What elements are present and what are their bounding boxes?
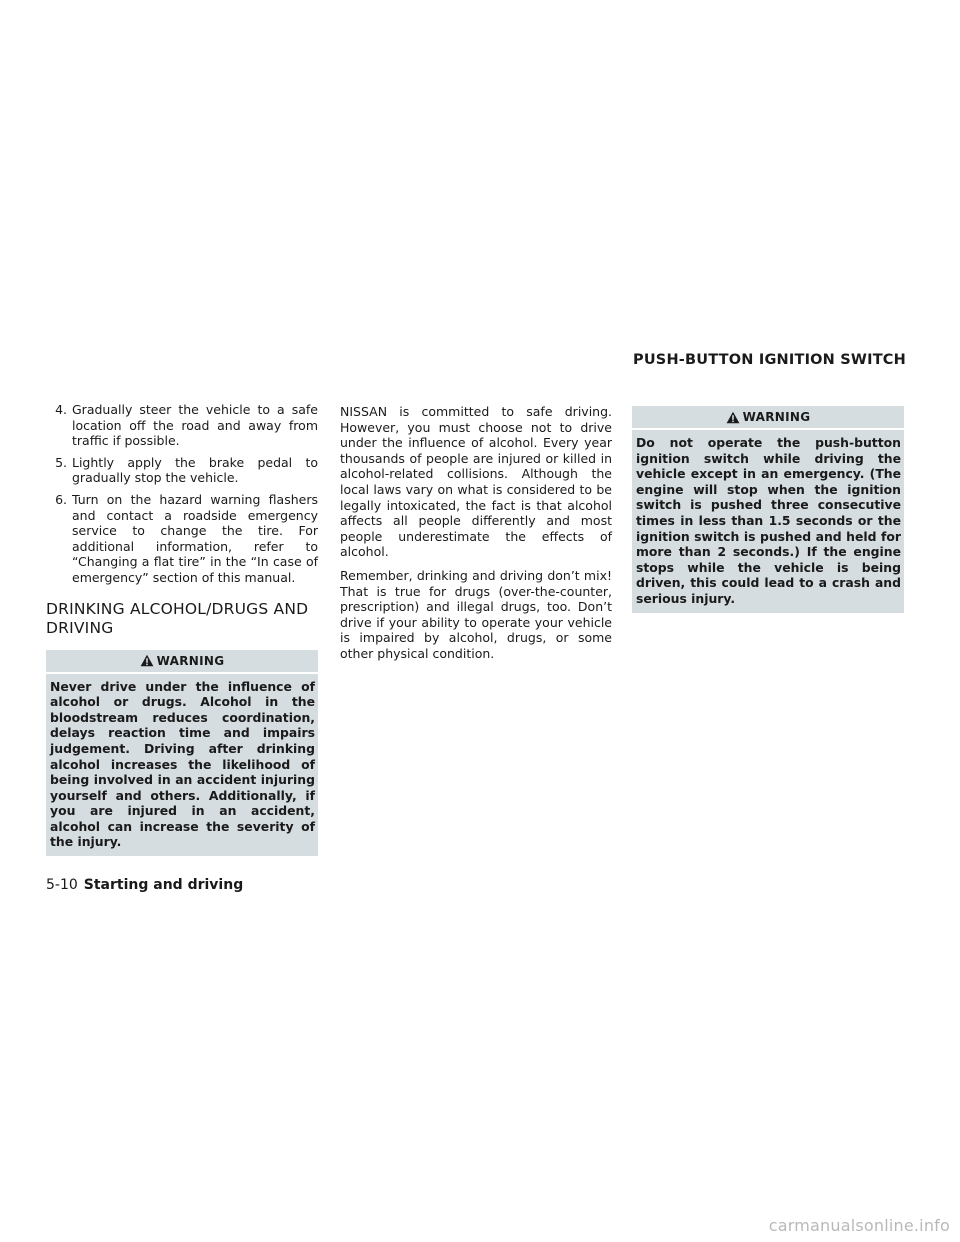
- warning-triangle-icon: [140, 654, 154, 667]
- warning-box-alcohol: [46, 650, 318, 857]
- warning-triangle-icon: [726, 411, 740, 424]
- warning-text: Do not operate the push-button ignition switch while driving the vehicle except in an emergency. (The engine will stop when the ignition switch is pushed three consecutive times in less than 1.5 seconds or the ignition switch is pushed and held for more than 2 seconds.) If the engine stops while the vehicle is being driven, this could lead to a crash and serious injury.: [636, 435, 901, 606]
- warning-label: WARNING: [742, 410, 811, 424]
- step-text: Gradually steer the vehicle to a safe location off the road and away from traffic if possible.: [72, 402, 318, 449]
- drinking-heading: [46, 600, 318, 638]
- steps-list: [46, 402, 318, 586]
- paragraph: NISSAN is committed to safe driving. However, you must choose not to drive under the influence of alcohol. Every year thousands of people are injured or killed in alcohol-related collisions. Although the local laws vary on what is considered to be legally intoxicated, the fact is that alcohol affects all people differently and most people underestimate the effects of alcohol.: [340, 404, 612, 560]
- list-item: [46, 402, 318, 449]
- drinking-heading-line1: DRINKING ALCOHOL/DRUGS AND: [46, 599, 309, 618]
- page-number: 5-10: [46, 877, 78, 893]
- section-title: PUSH-BUTTON IGNITION SWITCH: [633, 352, 906, 368]
- warning-text: Never drive under the influence of alcohol or drugs. Alcohol in the bloodstream reduces coordination, delays reaction time and impairs judgement. Driving after drinking alcohol increases the likelihood of being involved in an accident injuring yourself and others. Additionally, if you are injured in an accident, alcohol can increase the severity of the injury.: [50, 678, 315, 850]
- warning-header: [46, 650, 318, 674]
- warning-header: [632, 406, 904, 430]
- list-item: [46, 492, 318, 586]
- step-number: 4.: [55, 402, 67, 417]
- list-item: [46, 455, 318, 486]
- step-number: 5.: [55, 454, 67, 470]
- step-text: Turn on the hazard warning flashers and contact a roadside emergency service to change the tire. For additional information, refer to “Changing a flat tire” in the “In case of emergency” section of this manual.: [72, 491, 318, 585]
- paragraph: Remember, drinking and driving don’t mix! That is true for drugs (over-the-counter, prescription) and illegal drugs, too. Don’t drive if your ability to operate your vehicle is impaired by alcohol, drugs, or some other physical condition.: [340, 567, 612, 661]
- column-right: [632, 406, 904, 613]
- step-number: 6.: [55, 491, 67, 507]
- watermark: carmanualsonline.info: [768, 1216, 950, 1235]
- warning-label: WARNING: [156, 653, 225, 668]
- step-text: Lightly apply the brake pedal to gradually stop the vehicle.: [72, 454, 318, 486]
- column-middle: [340, 404, 612, 670]
- chapter-title: Starting and driving: [83, 877, 244, 893]
- warning-box-ignition: [632, 406, 904, 613]
- page-footer: [46, 877, 243, 893]
- drinking-heading-line2: DRIVING: [46, 618, 114, 637]
- column-left: [46, 402, 318, 856]
